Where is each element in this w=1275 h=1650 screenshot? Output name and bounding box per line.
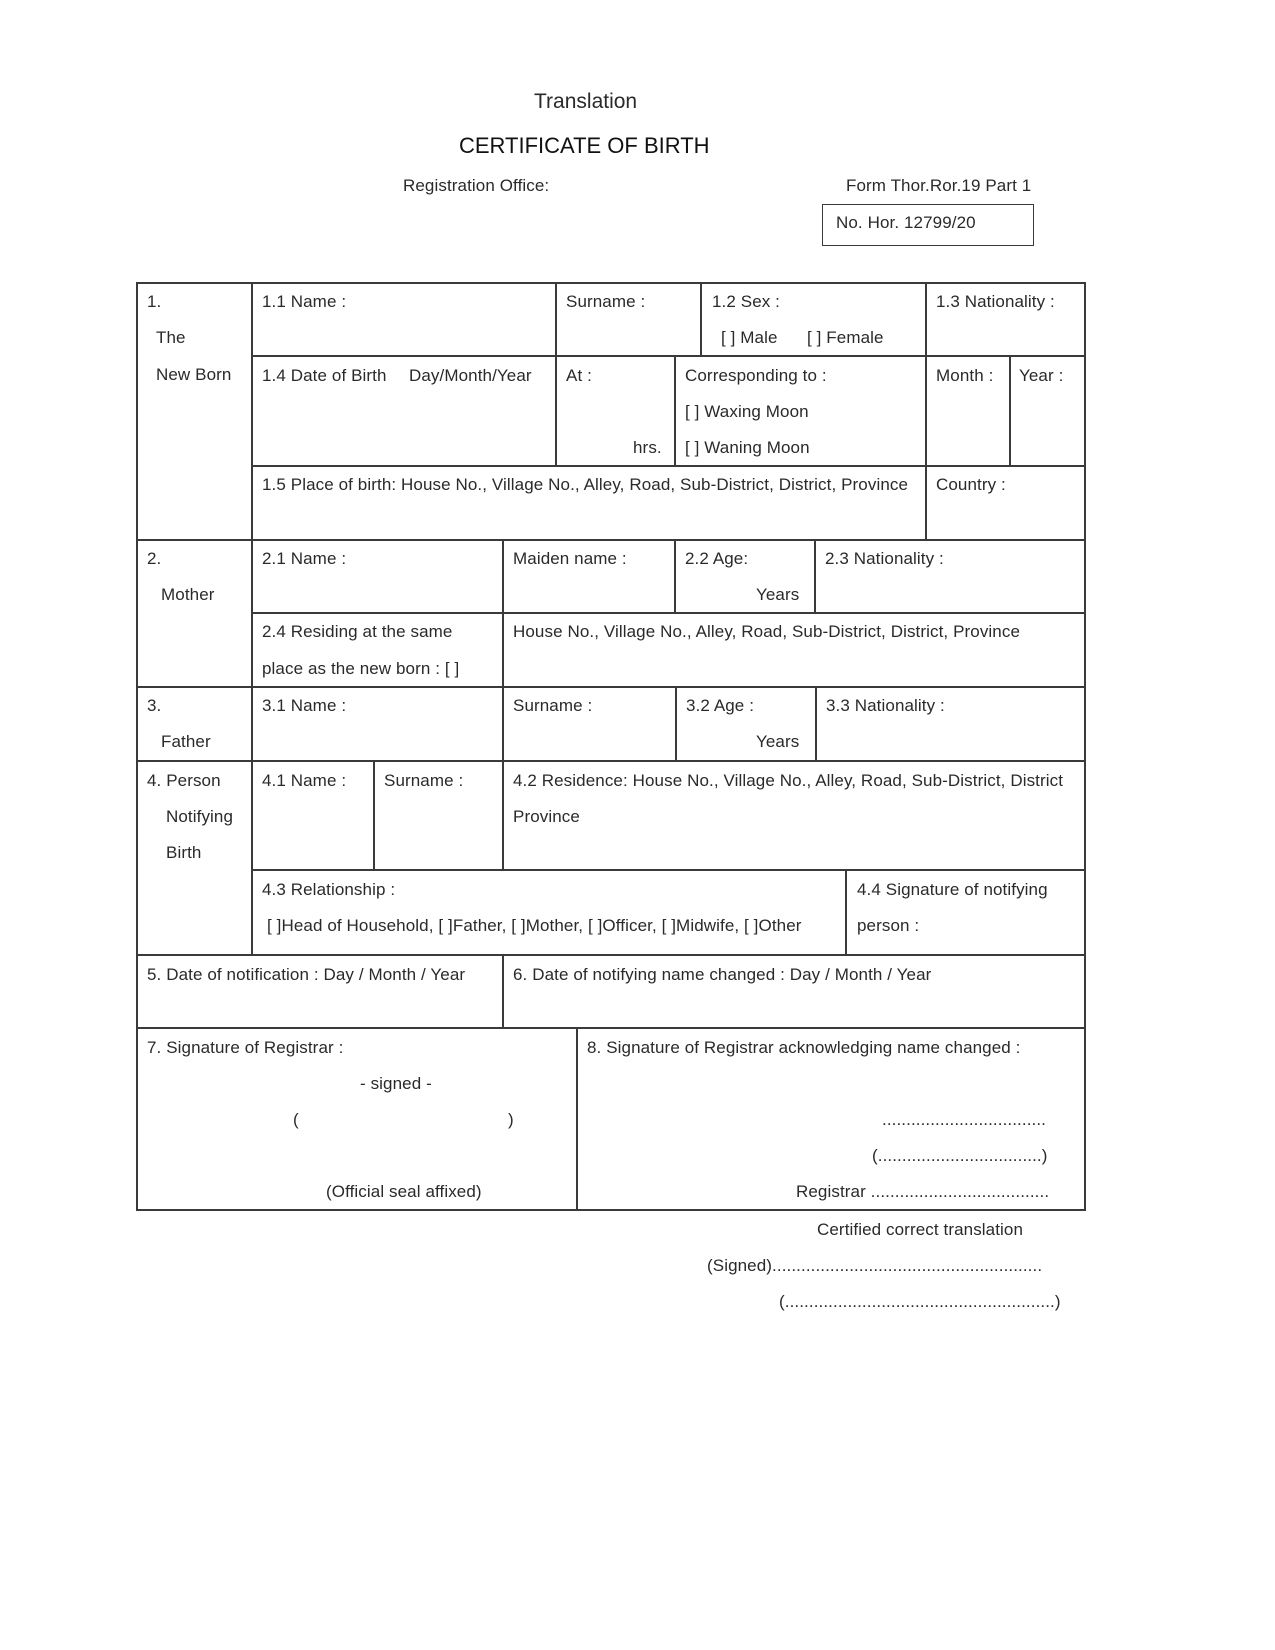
- table-border-line: [136, 760, 1086, 762]
- registrar-paren-open: (: [293, 1110, 299, 1129]
- table-border-line: [1084, 282, 1086, 1211]
- waning-moon-checkbox: [ ] Waning Moon: [685, 438, 810, 457]
- dob-format: Day/Month/Year: [409, 366, 532, 385]
- lunar-month-field: Month :: [936, 366, 994, 385]
- table-border-line: [1009, 355, 1011, 466]
- registrar-signature-label: 7. Signature of Registrar :: [147, 1038, 344, 1057]
- table-border-line: [674, 539, 676, 613]
- table-border-line: [815, 686, 817, 760]
- notifier-signature-line1: 4.4 Signature of notifying: [857, 880, 1048, 899]
- name-change-signature-dots: ..................................: [882, 1110, 1046, 1129]
- table-border-line: [136, 282, 138, 1211]
- table-border-line: [251, 612, 1085, 614]
- section4-label-line2: Notifying: [166, 807, 234, 826]
- name-change-name-dots: (..................................): [872, 1146, 1048, 1165]
- table-border-line: [136, 1027, 1086, 1029]
- newborn-nationality-field: 1.3 Nationality :: [936, 292, 1055, 311]
- newborn-surname-field: Surname :: [566, 292, 646, 311]
- name-change-registrar-dots: Registrar .....................................: [796, 1182, 1050, 1201]
- relationship-options: [ ]Head of Household, [ ]Father, [ ]Mother, [ ]Officer, [ ]Midwife, [ ]Other: [267, 916, 802, 935]
- name-change-registrar-label: 8. Signature of Registrar acknowledging name changed :: [587, 1038, 1021, 1057]
- table-border-line: [925, 282, 927, 540]
- father-surname-field: Surname :: [513, 696, 593, 715]
- country-field: Country :: [936, 475, 1006, 494]
- notifier-surname-field: Surname :: [384, 771, 464, 790]
- registration-office-label: Registration Office:: [403, 176, 550, 195]
- table-border-line: [845, 869, 847, 955]
- mother-address-field: House No., Village No., Alley, Road, Sub-District, District, Province: [513, 622, 1021, 641]
- certified-translation-text: Certified correct translation: [817, 1220, 1024, 1239]
- newborn-name-field: 1.1 Name :: [262, 292, 347, 311]
- lunar-year-field: Year :: [1019, 366, 1064, 385]
- page-title: CERTIFICATE OF BIRTH: [459, 133, 710, 158]
- mother-residing-label-line1: 2.4 Residing at the same: [262, 622, 453, 641]
- table-border-line: [251, 465, 1085, 467]
- table-border-line: [136, 1209, 1086, 1211]
- cert-number: No. Hor. 12799/20: [836, 213, 976, 232]
- table-border-line: [925, 355, 1085, 357]
- table-border-line: [675, 686, 677, 760]
- mother-nationality-field: 2.3 Nationality :: [825, 549, 944, 568]
- section2-label-mother: Mother: [161, 585, 215, 604]
- table-border-line: [136, 686, 1086, 688]
- translation-label: Translation: [534, 90, 638, 113]
- dob-label: 1.4 Date of Birth: [262, 366, 387, 385]
- mother-residing-label-line2: place as the new born : [ ]: [262, 659, 460, 678]
- waxing-moon-checkbox: [ ] Waxing Moon: [685, 402, 809, 421]
- registrar-signed-text: - signed -: [360, 1074, 432, 1093]
- corresponding-label: Corresponding to :: [685, 366, 827, 385]
- table-border-line: [251, 282, 253, 955]
- table-border-line: [576, 1027, 578, 1210]
- table-border-line: [136, 539, 1086, 541]
- section1-label-the: The: [156, 328, 186, 347]
- translator-name-line: (........................................................): [779, 1292, 1061, 1311]
- table-border-line: [814, 539, 816, 613]
- section4-label-line3: Birth: [166, 843, 202, 862]
- mother-maiden-name-field: Maiden name :: [513, 549, 627, 568]
- table-border-line: [136, 954, 1086, 956]
- notifier-name-field: 4.1 Name :: [262, 771, 347, 790]
- notifier-residence-line2: Province: [513, 807, 580, 826]
- section3-number: 3.: [147, 696, 162, 715]
- newborn-sex-label: 1.2 Sex :: [712, 292, 780, 311]
- section2-number: 2.: [147, 549, 162, 568]
- notifier-signature-line2: person :: [857, 916, 920, 935]
- table-border-line: [674, 355, 676, 466]
- section1-label-newborn: New Born: [156, 365, 232, 384]
- notifier-residence-line1: 4.2 Residence: House No., Village No., Alley, Road, Sub-District, District: [513, 771, 1064, 790]
- mother-age-years-label: Years: [756, 585, 800, 604]
- father-nationality-field: 3.3 Nationality :: [826, 696, 945, 715]
- father-name-field: 3.1 Name :: [262, 696, 347, 715]
- birth-time-hrs-label: hrs.: [633, 438, 662, 457]
- form-number: Form Thor.Ror.19 Part 1: [846, 176, 1032, 195]
- section1-number: 1.: [147, 292, 162, 311]
- official-seal-text: (Official seal affixed): [326, 1182, 482, 1201]
- father-age-years-label: Years: [756, 732, 800, 751]
- table-border-line: [251, 355, 925, 357]
- father-age-field: 3.2 Age :: [686, 696, 755, 715]
- translator-signature-line: (Signed)........................................................: [707, 1256, 1043, 1275]
- birth-time-at-label: At :: [566, 366, 592, 385]
- sex-male-checkbox: [ ] Male: [721, 328, 778, 347]
- table-border-line: [251, 869, 1085, 871]
- table-border-line: [555, 282, 557, 466]
- table-border-line: [502, 539, 504, 871]
- section4-label-line1: 4. Person: [147, 771, 221, 790]
- place-of-birth-field: 1.5 Place of birth: House No., Village No., Alley, Road, Sub-District, District, Province: [262, 475, 909, 494]
- table-border-line: [136, 282, 1086, 284]
- registrar-paren-close: ): [508, 1110, 514, 1129]
- table-border-line: [373, 760, 375, 871]
- section3-label-father: Father: [161, 732, 211, 751]
- table-border-line: [502, 954, 504, 1028]
- table-border-line: [700, 282, 702, 356]
- relationship-label: 4.3 Relationship :: [262, 880, 396, 899]
- sex-female-checkbox: [ ] Female: [807, 328, 884, 347]
- name-change-date-field: 6. Date of notifying name changed : Day / Month / Year: [513, 965, 932, 984]
- mother-name-field: 2.1 Name :: [262, 549, 347, 568]
- notification-date-field: 5. Date of notification : Day / Month / Year: [147, 965, 466, 984]
- mother-age-field: 2.2 Age:: [685, 549, 749, 568]
